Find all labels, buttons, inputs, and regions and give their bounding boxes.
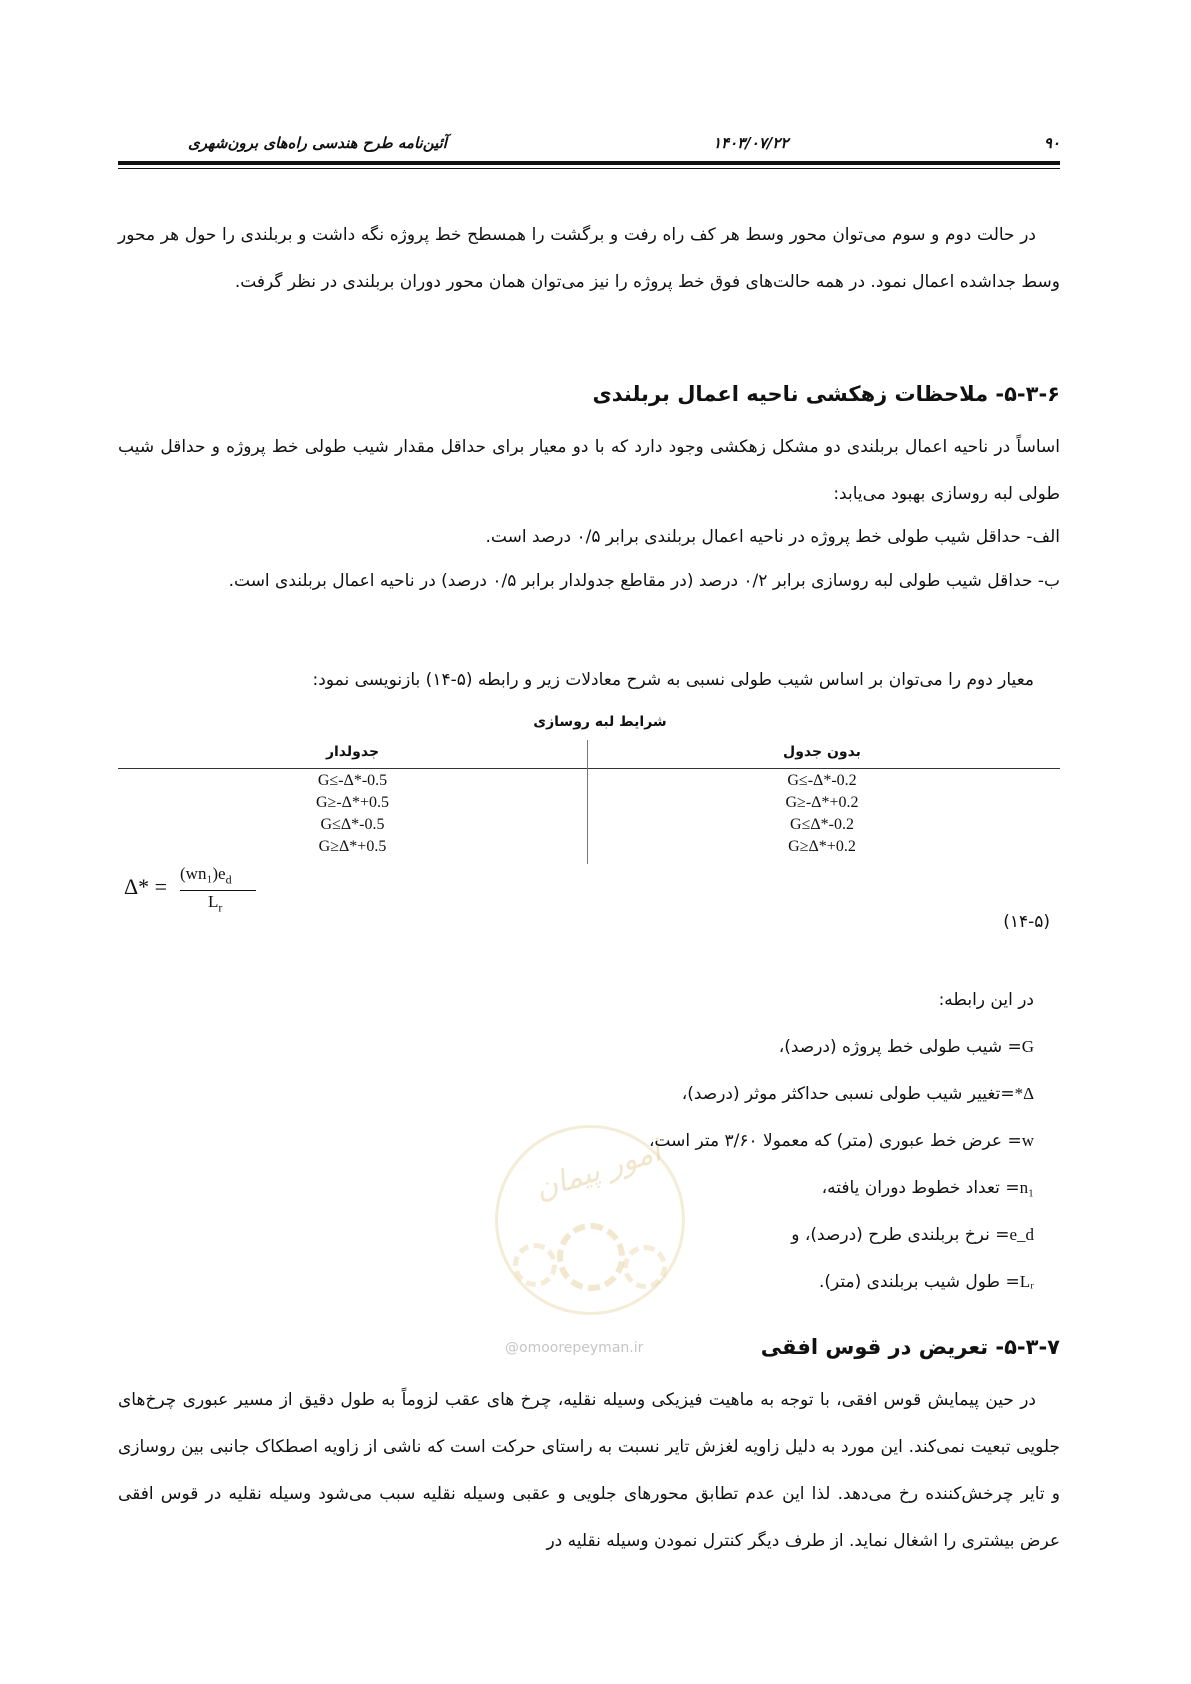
table-cell: G≥-Δ*+0.5 [316,794,389,811]
table-header-curb: جدولدار [325,744,380,760]
header-rule-thin [118,168,1060,169]
equation-number: (۱۴-۵) [1003,912,1050,932]
definition-delta: Δ*=تغییر شیب طولی نسبی حداکثر موثر (درصد)، [681,1084,1034,1104]
table-header-rule [118,768,1060,769]
definition-Lr: Lᵣ= طول شیب بربلندی (متر). [818,1272,1034,1292]
definition-ed: e_d= نرخ بربلندی طرح (درصد)، و [791,1225,1034,1245]
criterion-text: معیار دوم را می‌توان بر اساس شیب طولی نسبی به شرح معادلات زیر و رابطه (۵-۱۴) بازنویسی نمود: [312,670,1034,690]
item-a: الف- حداقل شیب طولی خط پروژه در ناحیه اعمال بربلندی برابر ۰/۵ درصد است. [485,527,1060,547]
formula [124,864,284,924]
table-cell: G≤Δ*-0.5 [320,816,385,833]
gear-icon [557,1223,625,1291]
watermark-text: امور پیمان [530,1133,666,1208]
table-cell: G≤Δ*-0.2 [790,816,854,833]
table-header-no-curb: بدون جدول [783,744,861,760]
definitions-intro: در این رابطه: [938,990,1034,1010]
watermark-logo [495,1125,685,1330]
intro-paragraph: در حالت دوم و سوم می‌توان محور وسط هر کف راه رفت و برگشت را همسطح خط پروژه نگه داشت و بربلندی را حول هر محور وسط جداشده اعمال نمود. در همه حالت‌های فوق خط پروژه را نیز می‌توان همان محور دوران بربلندی در نظر گرفت. [118,225,1060,292]
formula-lhs: Δ* = [124,874,168,899]
header-title: آئین‌نامه طرح هندسی راه‌های برون‌شهری [188,134,447,152]
section-7-paragraph: در حین پیمایش قوس افقی، با توجه به ماهیت فیزیکی وسیله نقلیه، چرخ های عقب لزوماً به طول دقیق از مسیر عبوری چرخ‌های جلویی تبعیت نمی‌کند. این مورد به دلیل زاویه لغزش تایر نسبت به راستای حرکت است که ناشی از زاویه اصطکاک جانبی بین روسازی و تایر چرخش‌کننده رخ می‌دهد. لذا این عدم تطابق محورهای جلویی و عقبی وسیله نقلیه سبب می‌شود وسیله نقلیه در قوس افقی عرض بیشتری را اشغال نماید. از طرف دیگر کنترل نمودن وسیله نقلیه در [118,1390,1060,1551]
table-caption: شرایط لبه روسازی [533,714,667,730]
gear-icon [513,1243,557,1287]
section-7-heading: ۵-۳-۷- تعریض در قوس افقی [760,1335,1060,1359]
formula-denominator: $L_r$ [208,892,223,915]
definition-G: G= شیب طولی خط پروژه (درصد)، [778,1037,1034,1057]
fraction-bar [180,890,256,891]
table-cell: G≤-Δ*-0.2 [787,772,857,789]
watermark-site: @omoorepeyman.ir [505,1340,644,1356]
gear-icon [623,1245,667,1289]
table-cell: G≥-Δ*+0.2 [785,794,859,811]
section-6-paragraph: اساساً در ناحیه اعمال بربلندی دو مشکل زهکشی وجود دارد که با دو معیار برای حداقل مقدار شیب طولی خط پروژه و حداقل شیب طولی لبه روسازی بهبود می‌یابد: [118,437,1060,504]
formula-numerator: $(wn_1)e_d$ [180,864,232,887]
section-6-heading: ۵-۳-۶- ملاحظات زهکشی ناحیه اعمال بربلندی [592,382,1060,406]
definition-w: w= عرض خط عبوری (متر) که معمولا ۳/۶۰ متر است، [648,1131,1034,1151]
item-b: ب- حداقل شیب طولی لبه روسازی برابر ۰/۲ درصد (در مقاطع جدولدار برابر ۰/۵ درصد) در ناحیه اعمال بربلندی است. [228,571,1060,591]
numerator-subscript: d [225,872,232,887]
page-number: ۹۰ [1043,134,1060,152]
denominator-subscript: r [218,900,223,915]
table-cell: G≥Δ*+0.5 [318,838,387,855]
header-rule-thick [118,161,1060,165]
header-date: ۱۴۰۳/۰۷/۲۲ [713,134,789,152]
table-cell: G≥Δ*+0.2 [788,838,856,855]
definition-n1: n₁= تعداد خطوط دوران یافته، [821,1178,1034,1198]
table-cell: G≤-Δ*-0.5 [317,772,388,789]
